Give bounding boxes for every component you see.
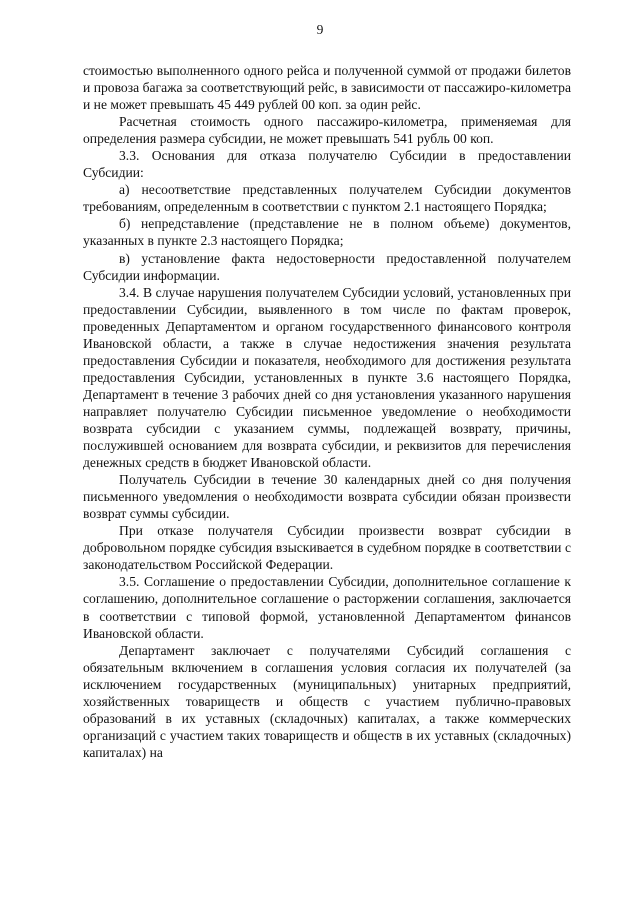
list-item-b: б) непредставление (представление не в полном объеме) документов, указанных в пункте 2.3 настоящего Порядка; [83, 216, 571, 249]
paragraph-section-3-3: 3.3. Основания для отказа получателю Субсидии в предоставлении Субсидии: [83, 148, 571, 181]
paragraph-return-deadline: Получатель Субсидии в течение 30 календарных дней со дня получения письменного уведомления о необходимости возврата субсидии обязан произвести возврат суммы субсидии. [83, 472, 571, 522]
paragraph-refusal: При отказе получателя Субсидии произвести возврат субсидии в добровольном порядке субсидия взыскивается в судебном порядке в соответствии с законодательством Российской Федерации. [83, 523, 571, 573]
list-item-a: а) несоответствие представленных получателем Субсидии документов требованиям, определенным в соответствии с пунктом 2.1 настоящего Порядка; [83, 182, 571, 215]
paragraph-section-3-5: 3.5. Соглашение о предоставлении Субсидии, дополнительное соглашение к соглашению, дополнительное соглашение о расторжении соглашения, заключается в соответствии с типовой формой, установленной Департаментом финансов Ивановской области. [83, 574, 571, 641]
page-number: 9 [316, 22, 324, 37]
paragraph-rate-limit: Расчетная стоимость одного пассажиро-километра, применяемая для определения размера субсидии, не может превышать 541 рубль 00 коп. [83, 114, 571, 147]
list-item-v: в) установление факта недостоверности предоставленной получателем Субсидии информации. [83, 250, 571, 283]
document-body [83, 62, 571, 761]
paragraph-section-3-4: 3.4. В случае нарушения получателем Субсидии условий, установленных при предоставлении Субсидии, выявленного в том числе по фактам проверок, проведенных Департаментом и органом государственного финансового контроля Ивановской области, а также в случае недостижения значения результата предоставления Субсидии и показателя, необходимого для достижения результата предоставления Субсидии, установленных в пункте 3.6 настоящего Порядка, Департамент в течение 3 рабочих дней со дня установления указанного нарушения направляет получателю Субсидии письменное уведомление о необходимости возврата субсидии с указанием суммы, подлежащей возврату, причины, послужившей основанием для возврата субсидии, и реквизитов для перечисления денежных средств в бюджет Ивановской области. [83, 284, 571, 471]
paragraph-agreements: Департамент заключает с получателями Субсидий соглашения с обязательным включением в соглашения условия согласия их получателей (за исключением государственных (муниципальных) унитарных предприятий, хозяйственных товариществ и обществ с участием публично-правовых образований в их уставных (складочных) капиталах, а также коммерческих организаций с участием таких товариществ и обществ в их уставных (складочных) капиталах) на [83, 642, 571, 760]
paragraph-continuation: стоимостью выполненного одного рейса и полученной суммой от продажи билетов и провоза багажа за соответствующий рейс, в зависимости от пассажиро-километра и не может превышать 45 449 рублей 00 коп. за один рейс. [83, 63, 571, 113]
